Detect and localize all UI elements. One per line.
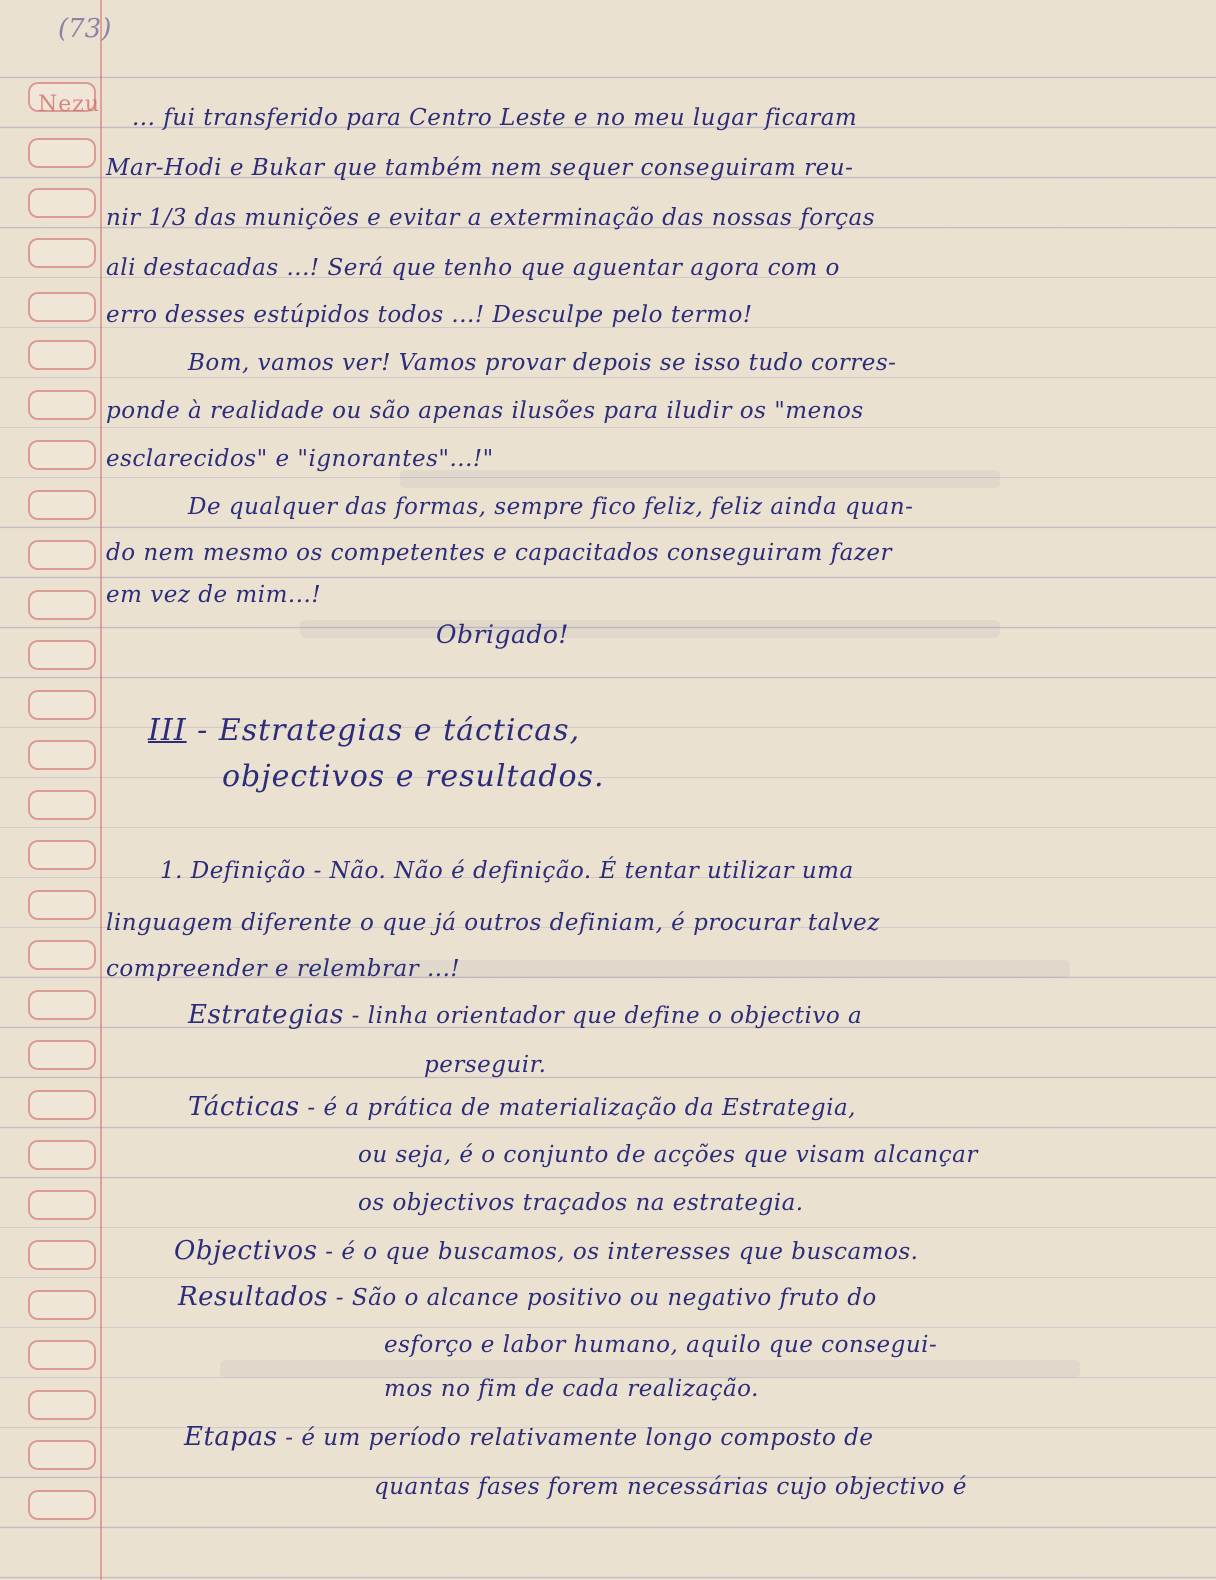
text-line: compreender e relembrar ...! (106, 956, 461, 982)
binder-hole (28, 188, 96, 218)
section-subtitle: objectivos e resultados. (222, 759, 605, 794)
page-number: (73) (58, 14, 112, 44)
definition-tacticas (188, 1092, 856, 1123)
binder-hole (28, 390, 96, 420)
binder-hole (28, 790, 96, 820)
definition-estrategias (188, 1000, 862, 1031)
section-title-line1: Estrategias e tácticas, (218, 713, 581, 748)
binder-hole (28, 940, 96, 970)
binder-hole (28, 238, 96, 268)
binder-hole (28, 1340, 96, 1370)
binder-hole (28, 1290, 96, 1320)
definition-objectivos (174, 1236, 918, 1267)
binder-hole (28, 1190, 96, 1220)
binder-hole (28, 990, 96, 1020)
binder-hole (28, 440, 96, 470)
binder-hole (28, 540, 96, 570)
definition-text: - é um período relativamente longo composto de (285, 1425, 874, 1451)
definition-term: Estrategias (188, 1000, 344, 1030)
text-line: ali destacadas ...! Será que tenho que aguentar agora com o (106, 255, 840, 281)
definition-term: Tácticas (188, 1092, 300, 1122)
text-line: mos no fim de cada realização. (384, 1376, 759, 1402)
binder-hole (28, 340, 96, 370)
binder-hole (28, 1440, 96, 1470)
text-line: do nem mesmo os competentes e capacitados conseguiram fazer (106, 540, 893, 566)
text-line: em vez de mim...! (106, 582, 322, 608)
text-line: perseguir. (424, 1052, 547, 1078)
binder-hole (28, 292, 96, 322)
binder-hole (28, 1090, 96, 1120)
definition-term: Etapas (184, 1422, 278, 1452)
text-line: 1. Definição - Não. Não é definição. É tentar utilizar uma (160, 858, 854, 884)
text-line: quantas fases forem necessárias cujo objectivo é (374, 1474, 967, 1500)
section-title (148, 713, 581, 748)
margin-line (100, 0, 102, 1580)
header-mark: Nezu (38, 92, 101, 117)
binder-hole (28, 690, 96, 720)
binder-hole (28, 1140, 96, 1170)
binder-hole (28, 1490, 96, 1520)
text-line: esclarecidos" e "ignorantes"...!" (106, 446, 494, 472)
section-title-dash: - (197, 713, 219, 748)
text-line: ... fui transferido para Centro Leste e no meu lugar ficaram (132, 105, 858, 131)
text-line: Bom, vamos ver! Vamos provar depois se isso tudo corres- (188, 350, 897, 376)
definition-text: - é o que buscamos, os interesses que buscamos. (325, 1239, 919, 1265)
binder-hole (28, 490, 96, 520)
definition-text: - São o alcance positivo ou negativo fruto do (335, 1285, 877, 1311)
text-line: ponde à realidade ou são apenas ilusões para iludir os "menos (106, 398, 864, 424)
binder-hole (28, 590, 96, 620)
definition-text: - é a prática de materialização da Estrategia, (307, 1095, 856, 1121)
binder-hole (28, 1240, 96, 1270)
binder-hole (28, 138, 96, 168)
definition-term: Resultados (178, 1282, 328, 1312)
binder-hole (28, 1040, 96, 1070)
definition-text: - linha orientador que define o objectivo a (351, 1003, 863, 1029)
text-line: Mar-Hodi e Bukar que também nem sequer conseguiram reu- (106, 155, 854, 181)
binder-hole (28, 890, 96, 920)
text-line: esforço e labor humano, aquilo que consegui- (384, 1332, 938, 1358)
definition-term: Objectivos (174, 1236, 318, 1266)
text-line: os objectivos traçados na estrategia. (358, 1190, 804, 1216)
binder-hole (28, 1390, 96, 1420)
text-line: erro desses estúpidos todos ...! Desculpe pelo termo! (106, 302, 753, 328)
text-line: linguagem diferente o que já outros definiam, é procurar talvez (106, 910, 880, 936)
binder-hole (28, 740, 96, 770)
section-number: III (148, 713, 187, 748)
binder-hole (28, 840, 96, 870)
bleed-through-texture (300, 620, 1000, 638)
text-line: De qualquer das formas, sempre fico feliz, feliz ainda quan- (188, 494, 914, 520)
definition-resultados (178, 1282, 877, 1313)
text-line: ou seja, é o conjunto de acções que visam alcançar (358, 1142, 978, 1168)
binder-hole (28, 640, 96, 670)
closing-signoff: Obrigado! (436, 620, 569, 649)
text-line: nir 1/3 das munições e evitar a exterminação das nossas forças (106, 205, 876, 231)
definition-etapas (184, 1422, 874, 1453)
